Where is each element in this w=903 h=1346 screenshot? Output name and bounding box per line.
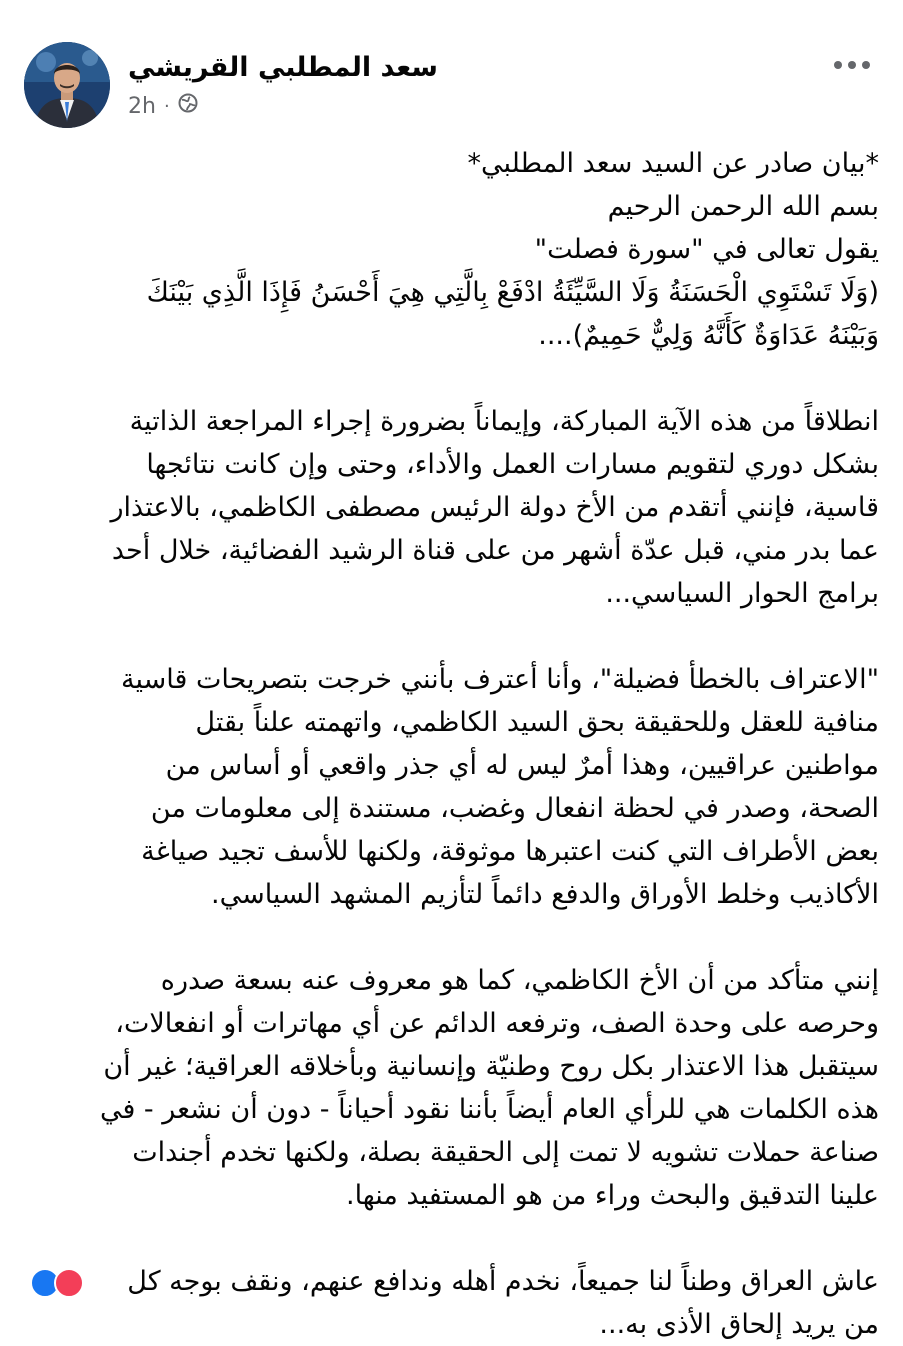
post-text-line: وحرصه على وحدة الصف، وترفعه الدائم عن أي مهاترات أو انفعالات،	[115, 1008, 879, 1039]
post-text-line: عما بدر مني، قبل عدّة أشهر من على قناة الرشيد الفضائية، خلال أحد	[111, 535, 879, 566]
post-text-line: صناعة حملات تشويه لا تمت إلى الحقيقة بصلة، ولكنها تخدم أجندات	[132, 1137, 879, 1168]
post-text-line: منافية للعقل وللحقيقة بحق السيد الكاظمي، واتهمته علناً بقتل	[195, 707, 879, 738]
avatar-photo	[24, 42, 110, 128]
post-text-line: بسم الله الرحمن الرحيم	[607, 191, 879, 222]
post-text-line: هذه الكلمات هي للرأي العام أيضاً بأننا نقود أحياناً - دون أن نشعر - في	[99, 1094, 879, 1125]
post-text-line: علينا التدقيق والبحث وراء من هو المستفيد منها.	[345, 1180, 879, 1211]
post-text-line: مواطنين عراقيين، وهذا أمرٌ ليس له أي جذر واقعي أو أساس من	[165, 750, 879, 781]
post-text-line: بشكل دوري لتقويم مسارات العمل والأداء، وحتى وإن كانت نتائجها	[146, 449, 879, 480]
post-text-line: عاش العراق وطناً لنا جميعاً، نخدم أهله وندافع عنهم، ونقف بوجه كل	[127, 1266, 879, 1297]
post-paragraph	[22, 658, 879, 916]
post-text-line: انطلاقاً من هذه الآية المباركة، وإيماناً بضرورة إجراء المراجعة الذاتية	[129, 406, 879, 437]
post-text-line: من يريد إلحاق الأذى به...	[599, 1309, 879, 1340]
meta-separator: ·	[163, 95, 170, 117]
post-text-line: بعض الأطراف التي كنت اعتبرها موثوقة، ولكنها للأسف تجيد صياغة	[141, 836, 879, 867]
post-paragraph	[22, 400, 879, 615]
reaction-icons[interactable]	[30, 1268, 78, 1298]
post-body	[22, 142, 879, 1346]
post-time[interactable]: 2h	[128, 93, 156, 119]
avatar[interactable]	[24, 42, 110, 128]
more-options-button[interactable]	[829, 50, 875, 80]
post-text-line: *بيان صادر عن السيد سعد المطلبي*	[467, 148, 879, 179]
post-text-line: إنني متأكد من أن الأخ الكاظمي، كما هو معروف عنه بسعة صدره	[160, 965, 879, 996]
post-text-line: سيتقبل هذا الاعتذار بكل روح وطنيّة وإنسانية وبأخلاقه العراقية؛ غير أن	[103, 1051, 879, 1082]
love-reaction-icon	[54, 1268, 84, 1298]
post-paragraph	[22, 959, 879, 1217]
post-paragraph	[22, 1260, 879, 1346]
post-text-line: الأكاذيب وخلط الأوراق والدفع دائماً لتأزيم المشهد السياسي.	[211, 879, 879, 910]
post-paragraph	[22, 142, 879, 357]
post-text-line: وَبَيْنَهُ عَدَاوَةٌ كَأَنَّهُ وَلِيٌّ حَمِيمٌ)....	[538, 320, 879, 351]
post-text-line: قاسية، فإنني أتقدم من الأخ دولة الرئيس مصطفى الكاظمي، بالاعتذار	[110, 492, 879, 523]
post-text-line: (وَلَا تَسْتَوِي الْحَسَنَةُ وَلَا السَّيِّئَةُ ادْفَعْ بِالَّتِي هِيَ أَحْسَنُ فَإِذَا الَّذِي بَيْنَكَ	[146, 277, 879, 308]
post-text-line: الصحة، وصدر في لحظة انفعال وغضب، مستندة إلى معلومات من	[150, 793, 879, 824]
post-text-line: يقول تعالى في "سورة فصلت"	[534, 234, 879, 265]
post-meta	[128, 93, 198, 119]
globe-icon[interactable]	[178, 93, 198, 119]
author-name[interactable]: سعد المطلبي القريشي	[128, 52, 438, 83]
post-text-line: برامج الحوار السياسي...	[605, 578, 879, 609]
more-horizontal-icon	[832, 60, 872, 70]
post-text-line: "الاعتراف بالخطأ فضيلة"، وأنا أعترف بأنني خرجت بتصريحات قاسية	[121, 664, 879, 695]
post-header	[0, 0, 903, 140]
